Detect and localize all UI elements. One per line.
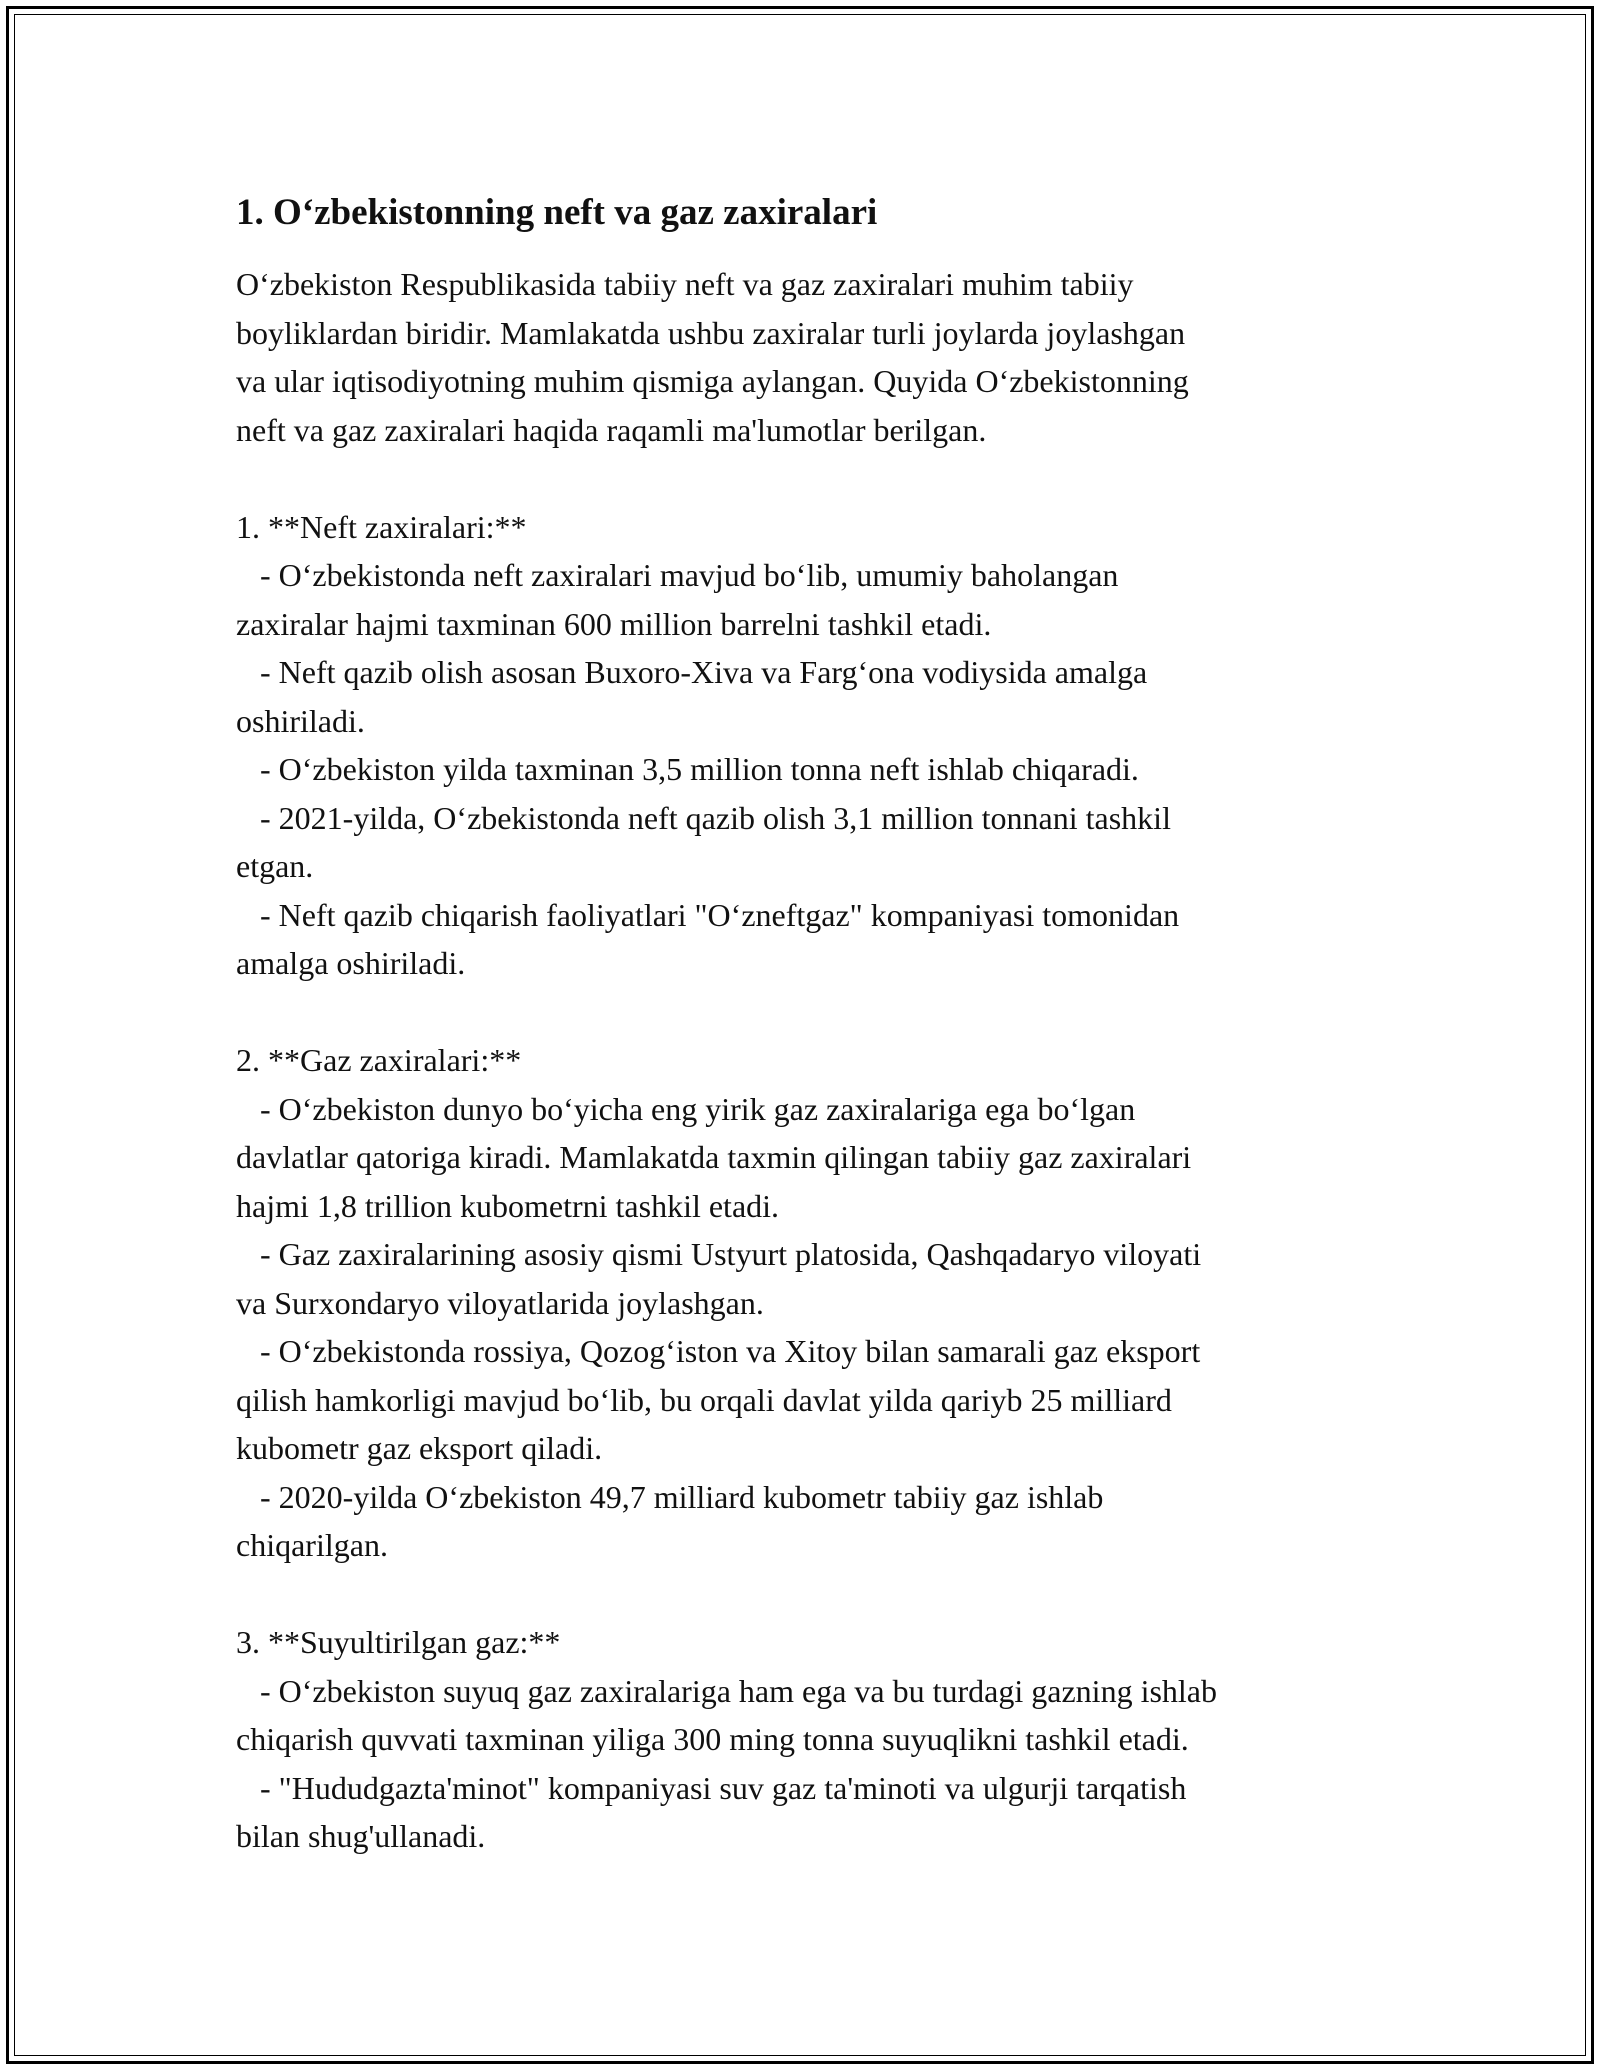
document-body [236, 184, 1396, 1861]
section-spacer [236, 1570, 1396, 1619]
document-title: 1. O‘zbekistonning neft va gaz zaxiralari [236, 192, 878, 233]
section-spacer [236, 988, 1396, 1037]
section-liquefied-gas: 3. **Suyultirilgan gaz:** - O‘zbekiston suyuq gaz zaxiralariga ham ega va bu turdagi gazning ishlab chiqarish quvvati taxminan yiliga 300 ming tonna suyuqlikni tashkil etadi. - "Hududgazta'minot" kompaniyasi suv gaz ta'minoti va ulgurji tarqatish bilan shug'ullanadi. [236, 1624, 1217, 1854]
section-gas-reserves: 2. **Gaz zaxiralari:** - O‘zbekiston dunyo bo‘yicha eng yirik gaz zaxiralariga ega bo‘lgan davlatlar qatoriga kiradi. Mamlakatda taxmin qilingan tabiiy gaz zaxiralari hajmi 1,8 trillion kubometrni tashkil etadi. - Gaz zaxiralarining asosiy qismi Ustyurt platosida, Qashqadaryo viloyati va Surxondaryo viloyatlarida joylashgan. - O‘zbekistonda rossiya, Qozog‘iston va Xitoy bilan samarali gaz eksport qilish hamkorligi mavjud bo‘lib, bu orqali davlat yilda qariyb 25 milliard kubometr gaz eksport qiladi. - 2020-yilda O‘zbekiston 49,7 milliard kubometr tabiiy gaz ishlab chiqarilgan. [236, 1042, 1202, 1563]
section-spacer [236, 454, 1396, 503]
section-oil-reserves: 1. **Neft zaxiralari:** - O‘zbekistonda neft zaxiralari mavjud bo‘lib, umumiy baholangan zaxiralar hajmi taxminan 600 million barrelni tashkil etadi. - Neft qazib olish asosan Buxoro-Xiva va Farg‘ona vodiysida amalga oshiriladi. - O‘zbekiston yilda taxminan 3,5 million tonna neft ishlab chiqaradi. - 2021-yilda, O‘zbekistonda neft qazib olish 3,1 million tonnani tashkil etgan. - Neft qazib chiqarish faoliyatlari "O‘zneftgaz" kompaniyasi tomonidan amalga oshiriladi. [236, 508, 1180, 981]
intro-paragraph: O‘zbekiston Respublikasida tabiiy neft va gaz zaxiralari muhim tabiiy boyliklardan biridir. Mamlakatda ushbu zaxiralar turli joylarda joylashgan va ular iqtisodiyotning muhim qismiga aylangan. Quyida O‘zbekistonning neft va gaz zaxiralari haqida raqamli ma'lumotlar berilgan. [236, 266, 1189, 448]
